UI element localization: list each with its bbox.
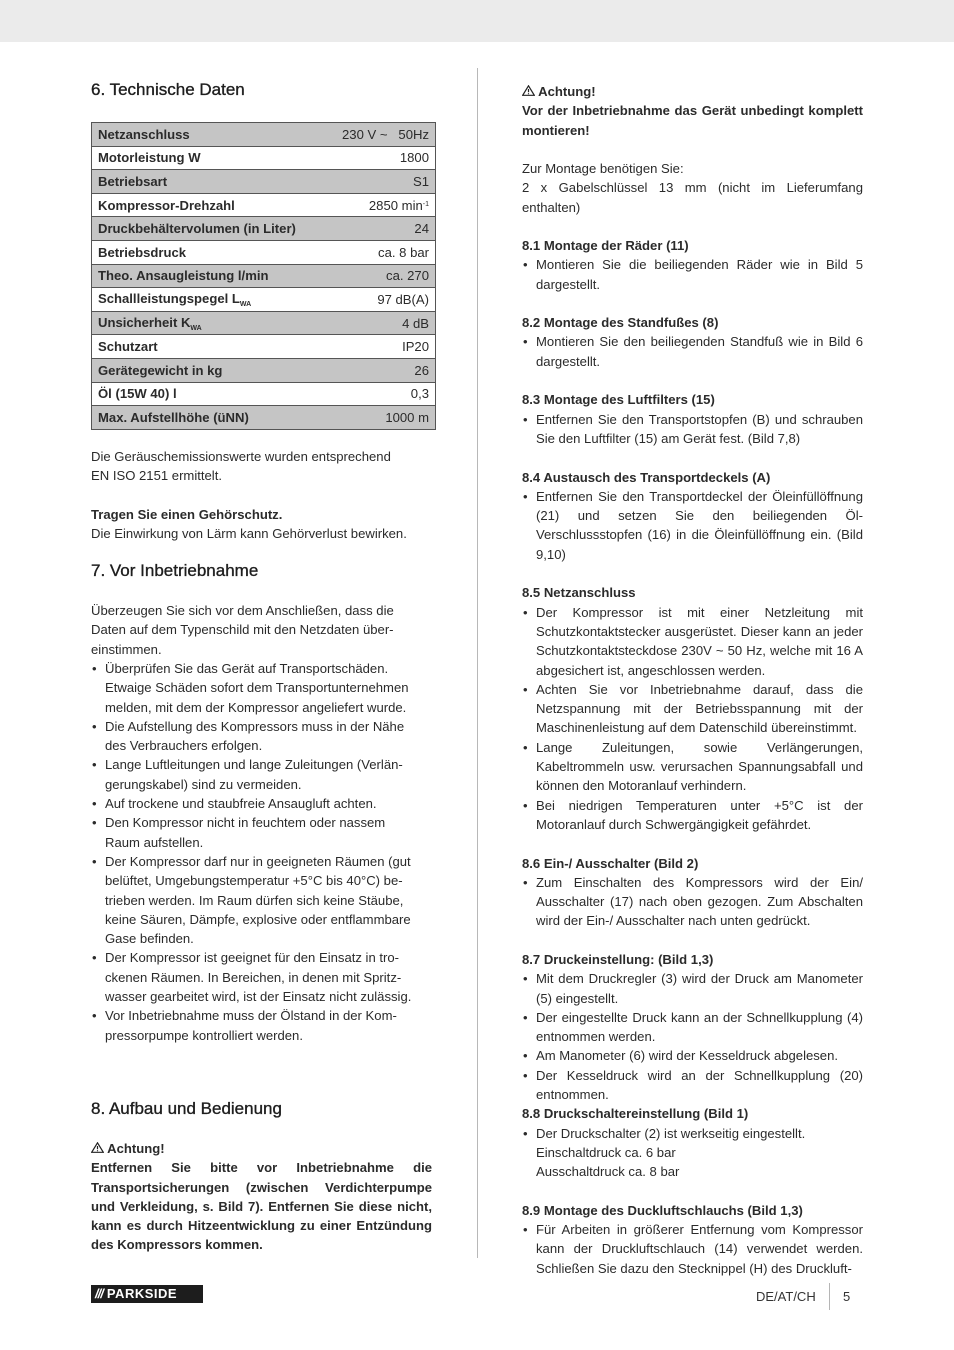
spec-value (325, 264, 435, 288)
list-item (91, 659, 436, 717)
list-item: • Der Druckschalter (2) ist werkseitig eingestellt. (522, 1124, 863, 1143)
warning-label: Achtung! (538, 84, 596, 99)
tools-line-2: 2 x Gabelschlüssel 13 mm (nicht im Lieferumfang enthalten) (522, 180, 863, 215)
spec-value (325, 335, 435, 359)
spec-value-text: 24 (414, 221, 429, 237)
subsection-title: 8.8 Druckschaltereinstellung (Bild 1) (522, 1106, 749, 1122)
list-item-line: keine Säuren, Dämpfe, explosive oder entflammbare (105, 911, 411, 927)
list-item: • Am Manometer (6) wird der Kesseldruck abgelesen. (522, 1046, 863, 1065)
spec-label-text: Kompressor-Drehzahl (98, 197, 235, 213)
footer-separator (829, 1283, 830, 1310)
spec-value (325, 358, 435, 382)
warning-text: Entfernen Sie bitte vor Inbetriebnahme die Transportsicherungen (zwischen Verdichterpumpe und Verkleidung, s. Bild 7). Entfernen Sie diese nicht, kann es durch Hitzeentwicklung zu einer Entzündung des Kompressors kommen. (91, 1160, 432, 1253)
spec-value-superscript: -1 (422, 200, 429, 208)
spec-row (92, 382, 436, 406)
intro-line: Daten auf dem Typenschild mit den Netzdaten über- (91, 622, 394, 638)
list-item-line: belüftet, Umgebungstemperatur +5°C bis 40°C) be- (105, 873, 403, 889)
spec-value (325, 146, 435, 170)
spec-label (92, 288, 326, 312)
spec-value-text: 26 (414, 362, 429, 378)
pressure-setting-line: Einschaltdruck ca. 6 bar (536, 1144, 676, 1160)
spec-value (325, 406, 435, 430)
spec-value (325, 240, 435, 264)
spec-label-text: Gerätegewicht in kg (98, 362, 223, 378)
spec-label (92, 406, 326, 430)
spec-label (92, 335, 326, 359)
intro-line: Überzeugen Sie sich vor dem Anschließen, dass die (91, 603, 394, 618)
list-item-line: Auf trockene und staubfreie Ansaugluft achten. (105, 796, 377, 812)
spec-value-text: 97 dB(A) (377, 291, 429, 307)
subsection-bullets (522, 873, 863, 931)
list-item (91, 794, 436, 813)
list-item-line: wasser gearbeitet wird, ist der Einsatz nicht zulässig. (105, 989, 412, 1005)
subsection (522, 236, 863, 294)
spec-row (92, 264, 436, 288)
spec-row (92, 193, 436, 217)
spec-label (92, 358, 326, 382)
list-item (91, 852, 436, 948)
spec-label (92, 193, 326, 217)
section-8-title: 8. Aufbau und Bedienung (91, 1099, 282, 1118)
section-6-title: 6. Technische Daten (91, 80, 245, 99)
list-item-line: Lange Luftleitungen und lange Zuleitungen (Verlän- (105, 757, 403, 773)
subsection (522, 468, 863, 564)
list-item-line: Vor Inbetriebnahme muss der Ölstand in der Kom- (105, 1008, 397, 1024)
hearing-bold: Tragen Sie einen Gehörschutz. (91, 507, 283, 522)
spec-row (92, 358, 436, 382)
hearing-text: Die Einwirkung von Lärm kann Gehörverlust bewirken. (91, 526, 407, 542)
spec-row (92, 335, 436, 359)
noise-line-1: Die Geräuschemissionswerte wurden entsprechend (91, 449, 391, 464)
subsection-title: 8.1 Montage der Räder (11) (522, 238, 689, 253)
list-item (91, 813, 436, 852)
spec-row (92, 311, 436, 335)
list-item (91, 717, 436, 756)
page-number: 5 (843, 1289, 851, 1304)
spec-label (92, 146, 326, 170)
spec-label-text: Theo. Ansaugleistung l/min (98, 268, 269, 284)
list-item-line: Der Kompressor darf nur in geeigneten Räumen (gut (105, 853, 411, 869)
intro-line: einstimmen. (91, 641, 162, 657)
subsection-title: 8.3 Montage des Luftfilters (15) (522, 392, 715, 408)
list-item-line: Raum aufstellen. (105, 834, 204, 850)
spec-value-text: 2850 min (368, 197, 423, 213)
spec-label (92, 123, 326, 147)
spec-row (92, 406, 436, 430)
spec-value (325, 217, 435, 241)
section-7-bullets (91, 659, 436, 1045)
spec-row (92, 170, 436, 194)
tools-note (522, 159, 863, 217)
spec-value (325, 311, 435, 335)
spec-row (92, 123, 436, 147)
pressure-setting-line: Ausschaltdruck ca. 8 bar (536, 1164, 680, 1180)
spec-value (325, 288, 435, 312)
column-divider (477, 68, 478, 1258)
subsection-title: 8.4 Austausch des Transportdeckels (A) (522, 469, 771, 485)
list-item: • Bei niedrigen Temperaturen unter +5°C ist der Motoranlauf durch Schwergängigkeit gefährdet. (522, 796, 863, 835)
spec-row (92, 240, 436, 264)
tools-line-1: Zur Montage benötigen Sie: (522, 161, 684, 176)
spec-label-text: Unsicherheit K (98, 314, 191, 330)
subsection-bullets (522, 1220, 863, 1278)
spec-label-text: Betriebsdruck (98, 244, 187, 260)
spec-value (325, 170, 435, 194)
warning-triangle-icon (522, 85, 535, 96)
subsection-title: 8.6 Ein-/ Ausschalter (Bild 2) (522, 855, 699, 871)
subsection (522, 583, 863, 834)
warning-triangle-icon (91, 1142, 104, 1153)
spec-label (92, 217, 326, 241)
subsection (522, 390, 863, 448)
subsection (522, 950, 863, 1104)
spec-label-text: Netzanschluss (98, 126, 190, 142)
list-item: • Der Kesseldruck wird an der Schnellkupplung (20) entnommen. (522, 1066, 863, 1105)
section-8-warning (91, 1139, 432, 1255)
spec-label (92, 264, 326, 288)
list-item-line: Die Aufstellung des Kompressors muss in der Nähe (105, 718, 405, 734)
spec-label-text: Schallleistungspegel L (98, 290, 240, 306)
subsection-bullets (522, 603, 863, 835)
list-item: • Lange Zuleitungen, sowie Verlängerungen, Kabeltrommeln usw. verursachen Spannungsabfall und können den Motoranlauf verhindern. (522, 738, 863, 796)
list-item-line: trieben werden. Im Raum dürfen sich keine Stäube, (105, 892, 404, 908)
subsection-title: 8.2 Montage des Standfußes (8) (522, 315, 719, 331)
spec-value-text: 1000 m (385, 409, 429, 425)
subsection-bullets (522, 255, 863, 294)
list-item: • Montieren Sie die beiliegenden Räder wie in Bild 5 dargestellt. (522, 255, 863, 294)
spec-label-text: Öl (15W 40) l (98, 386, 177, 402)
assembly-subsections (522, 236, 863, 1297)
spec-label-text: Max. Aufstellhöhe (üNN) (98, 409, 249, 425)
spec-label-text: Schutzart (98, 339, 158, 355)
subsection-title: 8.9 Montage des Duckluftschlauchs (Bild 1,3) (522, 1202, 803, 1218)
top-band (0, 0, 954, 42)
subsection (522, 1201, 863, 1278)
list-item: • Entfernen Sie den Transportstopfen (B) und schrauben Sie den Luftfilter (15) am Gerät fest. (Bild 7,8) (522, 410, 863, 449)
list-item: • Entfernen Sie den Transportdeckel der Öleinfüllöffnung (21) und setzen Sie den beiliegenden Öl- Verschlussstopfen (16) in die Öleinfüllöffnung ein. (Bild 9,10) (522, 487, 863, 564)
list-item-line: des Verbrauchers erfolgen. (105, 738, 263, 754)
spec-value-text: IP20 (402, 339, 429, 355)
subsection (522, 1104, 863, 1181)
subsection-bullets (522, 332, 863, 371)
subsection-bullets (522, 1124, 863, 1143)
list-item: • Montieren Sie den beiliegenden Standfuß wie in Bild 6 dargestellt. (522, 332, 863, 371)
list-item: • Mit dem Druckregler (3) wird der Druck am Manometer (5) eingestellt. (522, 969, 863, 1008)
warning-text: Vor der Inbetriebnahme das Gerät unbedingt komplett montieren! (522, 103, 863, 138)
spec-value-text: ca. 270 (386, 268, 429, 284)
list-item: • Der eingestellte Druck kann an der Schnellkupplung (4) entnommen werden. (522, 1008, 863, 1047)
spec-label (92, 170, 326, 194)
subsection-title: 8.7 Druckeinstellung: (Bild 1,3) (522, 951, 714, 967)
list-item (91, 1006, 436, 1045)
subsection-bullets (522, 487, 863, 564)
spec-label (92, 311, 326, 335)
spec-label-text: Druckbehältervolumen (in Liter) (98, 221, 296, 237)
list-item: • Zum Einschalten des Kompressors wird der Ein/ Ausschalter (17) nach oben gezogen. Zum Abschalten wird der Ein-/ Ausschalter nach unten gedrückt. (522, 873, 863, 931)
spec-value-text: 1800 (399, 150, 429, 166)
spec-row (92, 217, 436, 241)
warning-label: Achtung! (107, 1141, 165, 1156)
subsection (522, 313, 863, 371)
spec-value-text: 230 V ~ 50Hz (342, 126, 429, 142)
section-7-title: 7. Vor Inbetriebnahme (91, 561, 259, 580)
list-item-line: Der Kompressor ist geeignet für den Einsatz in tro- (105, 950, 400, 966)
spec-value (325, 193, 435, 217)
spec-value-text: 4 dB (402, 315, 429, 331)
list-item-line: melden, mit dem der Kompressor angeliefert wurde. (105, 699, 407, 715)
spec-value (325, 123, 435, 147)
list-item: • Für Arbeiten in größerer Entfernung vom Kompressor kann der Druckluftschlauch (14) verwendet werden. Schließen Sie dazu den Stecknippel (H) des Druckluft- (522, 1220, 863, 1278)
list-item (91, 948, 436, 1006)
list-item-line: Gase befinden. (105, 931, 194, 947)
subsection-bullets (522, 969, 863, 1104)
parkside-logo: /// PARKSIDE (91, 1285, 203, 1303)
right-warning (522, 82, 863, 140)
spec-value (325, 382, 435, 406)
spec-table (91, 122, 436, 430)
spec-row (92, 288, 436, 312)
list-item: • Der Kompressor ist mit einer Netzleitung mit Schutzkontaktstecker ausgerüstet. Dieser kann an jeder Schutzkontaktsteckdose 230V ~ 50 Hz, welche mit 16 A abgesichert ist, angeschlossen werden. (522, 603, 863, 680)
list-item-line: Den Kompressor nicht in feuchtem oder nassem (105, 815, 386, 831)
spec-label-text: Motorleistung W (98, 150, 201, 166)
list-item-line: ckenen Räumen. In Bereichen, in denen mit Spritz- (105, 969, 402, 985)
noise-line-2: EN ISO 2151 ermittelt. (91, 468, 222, 484)
spec-label-subscript: WA (239, 300, 252, 308)
brand-name: PARKSIDE (106, 1286, 178, 1301)
list-item-line: Überprüfen Sie das Gerät auf Transportschäden. (105, 661, 389, 676)
spec-label (92, 240, 326, 264)
subsection-bullets (522, 410, 863, 449)
spec-label-text: Betriebsart (98, 173, 168, 189)
subsection-title: 8.5 Netzanschluss (522, 585, 636, 601)
hearing-note (91, 505, 436, 544)
spec-row (92, 146, 436, 170)
spec-value-text: 0,3 (410, 386, 429, 402)
noise-note (91, 447, 436, 486)
list-item: • Achten Sie vor Inbetriebnahme darauf, dass die Netzspannung mit der Betriebsspannung mit der Maschinenleistung auf dem Datenschild übereinstimmt. (522, 680, 863, 738)
list-item-line: pressorpumpe kontrolliert werden. (105, 1027, 303, 1043)
spec-label (92, 382, 326, 406)
section-7-intro (91, 601, 436, 659)
list-item-line: gerungskabel) sind zu vermeiden. (105, 776, 302, 792)
list-item (91, 755, 436, 794)
spec-value-text: S1 (412, 173, 429, 189)
spec-label-subscript: WA (190, 324, 202, 332)
footer-language: DE/AT/CH (756, 1289, 816, 1304)
subsection (522, 854, 863, 931)
warning-heading (91, 1139, 432, 1158)
warning-heading (522, 82, 863, 101)
spec-value-text: ca. 8 bar (378, 244, 429, 260)
list-item-line: Etwaige Schäden sofort dem Transportunternehmen (105, 680, 409, 696)
